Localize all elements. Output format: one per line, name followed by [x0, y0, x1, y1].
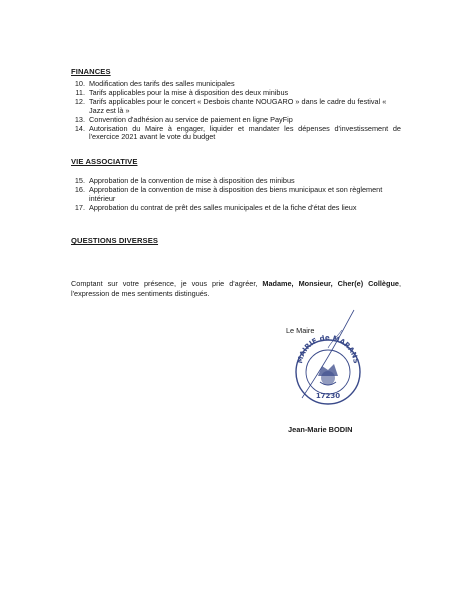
section-title-finances: FINANCES: [71, 67, 111, 76]
list-item: 14. Autorisation du Maire à engager, liquider et mandater les dépenses d'investissement de l'exercice 2021 avant le vote du budget: [74, 123, 401, 142]
closing-bold-addressees: Madame, Monsieur, Cher(e) Collègue: [262, 279, 399, 288]
signatory-name: Jean-Marie BODIN: [288, 425, 353, 434]
list-item: 16. Approbation de la convention de mise à disposition des biens municipaux et son règlement intérieur: [74, 184, 383, 203]
list-item: 10. Modification des tarifs des salles municipales: [74, 79, 235, 88]
list-item: 11. Tarifs applicables pour la mise à disposition des deux minibus: [75, 87, 289, 97]
closing-paragraph: Comptant sur votre présence, je vous prie d'agréer, Madame, Monsieur, Cher(e) Collègue, l'expression de mes sentiments distingués.: [71, 279, 401, 298]
finances-list: [71, 80, 401, 142]
vie-associative-list: [71, 177, 401, 213]
section-title-vie-associative: VIE ASSOCIATIVE: [71, 157, 138, 166]
list-item: 12. Tarifs applicables pour le concert « Desbois chante NOUGARO » dans le cadre du festival « Jazz est là »: [74, 96, 387, 115]
mayor-title: Le Maire: [286, 326, 315, 335]
list-item: 15. Approbation de la convention de mise à disposition des minibus: [74, 176, 295, 185]
list-item: 13. Convention d'adhésion au service de paiement en ligne PayFip: [74, 114, 293, 124]
section-title-questions-diverses: QUESTIONS DIVERSES: [71, 236, 159, 245]
list-item: 17. Approbation du contrat de prêt des salles municipales et de la fiche d'état des lieux: [74, 202, 357, 212]
mairie-stamp-icon: [284, 308, 374, 418]
svg-text:17230: 17230: [315, 392, 341, 400]
svg-text:MAIRIE de MARANS: MAIRIE de MARANS: [296, 333, 360, 365]
